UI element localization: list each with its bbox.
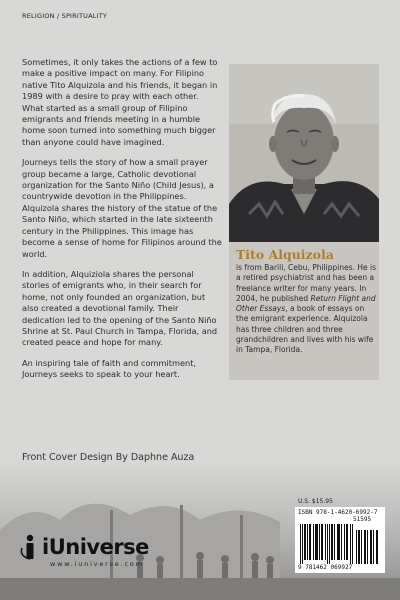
price-label: U.S. $15.95 bbox=[298, 498, 333, 505]
barcode-bars bbox=[298, 524, 382, 564]
barcode-number: 9 781462 069927 bbox=[298, 564, 353, 571]
author-box bbox=[229, 64, 379, 380]
blurb-paragraph-1: Sometimes, it only takes the actions of a few to make a positive impact on many. For Filipino native Tito Alquizola and his friends, it began in 1989 with a desire to pray with each other. What started as a small group of Filipino emigrants and friends meeting in a humble home soon turned into something much bigger than anyone could have imagined. bbox=[22, 57, 218, 147]
publisher-logo-text: iUniverse bbox=[42, 535, 149, 559]
author-bio-book-title: Return Flight and Other Essays bbox=[236, 293, 376, 314]
publisher-url: www.iuniverse.com bbox=[50, 560, 144, 568]
author-bio-part-2: , a book of essays on the emigrant experience. Alquizola has three children and three grandchildren and lives with his wife in Tampa, Florida. bbox=[236, 304, 374, 355]
author-bio-part-1: is from Barili, Cebu, Philippines. He is a retired psychiatrist and has been a freelance writer for many years. In 2004, he published bbox=[236, 263, 376, 303]
blurb-paragraph-3: In addition, Alquiziola shares the personal stories of emigrants who, in their search for home, not only founded an organization, but also created a devotional family. Their dedication led to the opening of the Santo Niño Shrine at St. Paul Church in Tampa, Florida, and created peace and hope for many. bbox=[22, 268, 218, 348]
blurb-paragraph-2: Journeys tells the story of how a small prayer group became a large, Catholic devotional organization for the Santo Niño (Child Jesus), a countrywide devotion in the Philippines. Alquizola shares the history of the statue of the Santo Niño, which started in the late sixteenth century in the Philippines. This image has become a sense of home for Filipinos around the world. bbox=[22, 157, 222, 259]
barcode-addon-number: 51595 bbox=[353, 516, 372, 523]
cover-design-credit: Front Cover Design By Daphne Auza bbox=[22, 452, 195, 463]
blurb-paragraph-4: An inspiring tale of faith and commitment, Journeys seeks to speak to your heart. bbox=[22, 357, 197, 380]
isbn-label: ISBN 978-1-4620-6992-7 bbox=[298, 509, 378, 516]
publisher-logo bbox=[20, 534, 149, 560]
author-bio bbox=[236, 263, 376, 356]
author-name: Tito Alquizola bbox=[236, 247, 334, 262]
iuniverse-logo-icon bbox=[20, 534, 40, 560]
barcode bbox=[295, 507, 385, 573]
blurb-text bbox=[22, 57, 222, 390]
category-label: RELIGION / SPIRITUALITY bbox=[22, 12, 108, 20]
author-photo bbox=[229, 64, 379, 242]
